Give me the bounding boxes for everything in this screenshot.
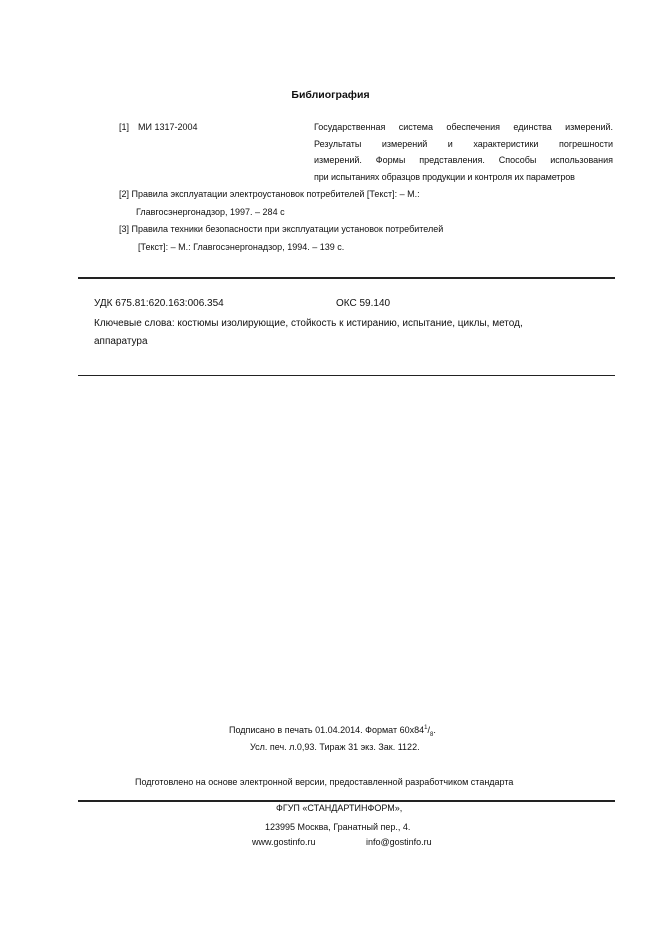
bib-item-3-line-1: [3] Правила техники безопасности при эксплуатации установок потребителей	[119, 224, 444, 234]
oks-code: ОКС 59.140	[336, 298, 391, 309]
section-divider-bottom	[78, 375, 615, 376]
bib-item-3-line-2: [Текст]: – М.: Главгосэнергонадзор, 1994. – 139 с.	[138, 242, 345, 252]
bib-item-1-code: МИ 1317-2004	[138, 122, 198, 132]
publisher-website-link[interactable]: www.gostinfo.ru	[252, 837, 316, 847]
bib-item-1-line-2: Результаты измерений и характеристики погрешности	[314, 139, 613, 149]
print-info: Усл. печ. л.0,93. Тираж 31 экз. Зак. 1122.	[250, 742, 420, 752]
publisher-address: 123995 Москва, Гранатный пер., 4.	[265, 822, 411, 832]
bibliography-title: Библиография	[291, 89, 370, 101]
imprint-divider	[78, 800, 615, 802]
bib-item-1-line-4: при испытаниях образцов продукции и контроля их параметров	[314, 172, 575, 182]
keywords-line-1: Ключевые слова: костюмы изолирующие, стойкость к истиранию, испытание, циклы, метод,	[94, 318, 523, 329]
format-denominator: 8	[429, 731, 434, 738]
bib-item-2-line-1: [2] Правила эксплуатации электроустановок потребителей [Текст]: – М.:	[119, 189, 420, 199]
bib-item-2-line-2: Главгосэнергонадзор, 1997. – 284 с	[136, 207, 285, 217]
keywords-line-2: аппаратура	[94, 336, 148, 347]
bib-item-1-number: [1]	[119, 122, 130, 132]
format-end: .	[433, 725, 436, 735]
publisher-name: ФГУП «СТАНДАРТИНФОРМ»,	[276, 803, 403, 813]
signed-text: Подписано в печать 01.04.2014. Формат 60х84	[229, 725, 425, 735]
bib-item-1-line-3: измерений. Формы представления. Способы использования	[314, 155, 613, 165]
section-divider-top	[78, 277, 615, 279]
udk-code: УДК 675.81:620.163:006.354	[94, 298, 224, 309]
publisher-email-link[interactable]: info@gostinfo.ru	[366, 837, 432, 847]
prepared-note: Подготовлено на основе электронной версии, предоставленной разработчиком стандарта	[135, 777, 514, 787]
format-numerator: 1	[424, 725, 428, 731]
bib-item-1-line-1: Государственная система обеспечения единства измерений.	[314, 122, 613, 132]
signed-for-print: Подписано в печать 01.04.2014. Формат $60х84^1/_8$.	[229, 725, 436, 738]
